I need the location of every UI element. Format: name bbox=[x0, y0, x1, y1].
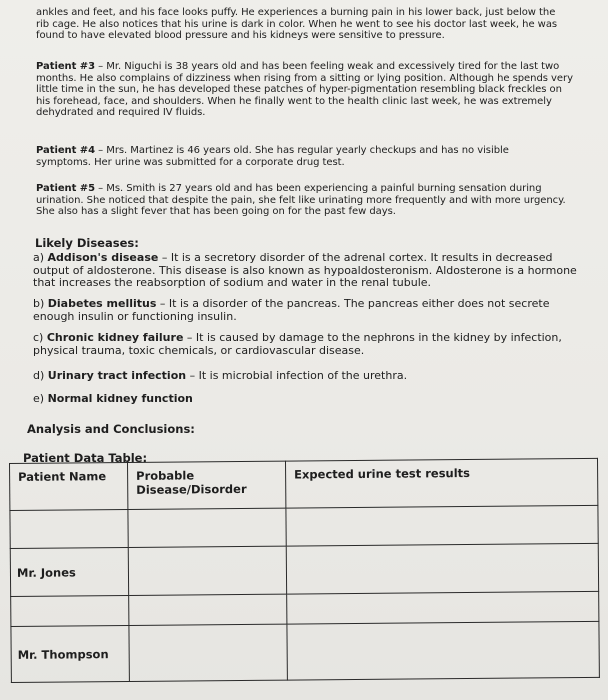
patient-3-label: Patient #3 bbox=[36, 61, 96, 72]
analysis-heading: Analysis and Conclusions: bbox=[27, 422, 195, 436]
table-row bbox=[10, 543, 598, 596]
header-patient-name: Patient Name bbox=[10, 462, 128, 510]
patient-4-label: Patient #4 bbox=[36, 145, 96, 156]
disease-a-name: Addison's disease bbox=[47, 251, 159, 264]
disease-c-name: Chronic kidney failure bbox=[46, 331, 184, 344]
table-header-row bbox=[10, 458, 598, 510]
row-4-disease-cell[interactable] bbox=[129, 624, 287, 681]
likely-diseases-heading: Likely Diseases: bbox=[35, 236, 139, 250]
intro-paragraph: ankles and feet, and his face looks puffy. He experiences a burning pain in his lower back, just below the rib cage. He also notices that his urine is dark in color. When he went to see his doctor last week, he was found to have elevated blood pressure and his kidneys were sensitive to pressure. bbox=[36, 7, 558, 41]
disease-d-desc: – It is microbial infection of the urethra. bbox=[186, 369, 408, 382]
header-probable-disease: Probable Disease/Disorder bbox=[127, 461, 285, 509]
table-heading: Patient Data Table: bbox=[23, 451, 148, 465]
table-row bbox=[10, 505, 598, 548]
disease-d: d) Urinary tract infection – It is microbial infection of the urethra. bbox=[33, 369, 408, 382]
disease-c-desc: – It is caused by damage to the nephrons in the kidney by infection, physical trauma, toxic chemicals, or cardiovascular disease. bbox=[33, 331, 562, 357]
patient-5-paragraph bbox=[36, 183, 578, 218]
patient-3-paragraph bbox=[36, 61, 574, 119]
row-3-name bbox=[11, 595, 129, 626]
disease-e-name: Normal kidney function bbox=[47, 392, 193, 405]
row-2-urine-cell[interactable] bbox=[286, 543, 598, 594]
row-2-name: Mr. Jones bbox=[10, 547, 128, 596]
disease-e: e) Normal kidney function bbox=[33, 392, 193, 405]
header-urine-results: Expected urine test results bbox=[285, 458, 597, 508]
disease-b: b) Diabetes mellitus – It is a disorder of the pancreas. The pancreas either does not secrete enough insulin or functioning insulin. bbox=[33, 297, 550, 323]
row-1-urine-cell[interactable] bbox=[286, 505, 598, 546]
row-2-disease-cell[interactable] bbox=[128, 546, 286, 595]
table-row bbox=[11, 621, 599, 682]
disease-c: c) Chronic kidney failure – It is caused by damage to the nephrons in the kidney by infection, physical trauma, toxic chemicals, or cardiovascular disease. bbox=[33, 331, 562, 357]
patient-data-table bbox=[9, 458, 600, 683]
patient-4-text: – Mrs. Martinez is 46 years old. She has regular yearly checkups and has no visible symptoms. Her urine was submitted for a corporate drug test. bbox=[36, 145, 509, 168]
row-1-disease-cell[interactable] bbox=[128, 508, 286, 547]
patient-5-text: – Ms. Smith is 27 years old and has been experiencing a painful burning sensation during urination. She noticed that despite the pain, she felt like urinating more frequently and with more urgency. She also has a slight fever that has been going on for the past few days. bbox=[36, 183, 566, 217]
patient-5-label: Patient #5 bbox=[36, 183, 96, 194]
disease-d-name: Urinary tract infection bbox=[47, 369, 187, 382]
patient-4-paragraph bbox=[36, 145, 556, 168]
patient-3-text: – Mr. Niguchi is 38 years old and has been feeling weak and excessively tired for the last two months. He also complains of dizziness when rising from a sitting or lying position. Although he spends very little time in the sun, he has developed these patches of hyper-pigmentation resembling black freckles on his forehead, face, and shoulders. When he finally went to the health clinic last week, he was extremely dehydrated and required IV fluids. bbox=[36, 61, 573, 118]
row-4-name: Mr. Thompson bbox=[11, 625, 129, 682]
row-1-name bbox=[10, 509, 128, 548]
disease-a: a) Addison's disease – It is a secretory disorder of the adrenal cortex. It results in decreased output of aldosterone. This disease is also known as hypoaldosteronism. Aldosterone is a hormone that increases the reabsorption of sodium and water in the renal tubule. bbox=[33, 251, 577, 289]
disease-b-name: Diabetes mellitus bbox=[47, 297, 157, 310]
disease-b-desc: – It is a disorder of the pancreas. The pancreas either does not secrete enough insulin or functioning insulin. bbox=[33, 297, 550, 323]
row-3-disease-cell[interactable] bbox=[129, 594, 287, 625]
disease-a-desc: – It is a secretory disorder of the adrenal cortex. It results in decreased output of aldosterone. This disease is also known as hypoaldosteronism. Aldosterone is a hormone that increases the reabsorption of sodium and water in the renal tubule. bbox=[33, 251, 577, 289]
row-3-urine-cell[interactable] bbox=[287, 591, 599, 624]
row-4-urine-cell[interactable] bbox=[287, 621, 599, 680]
